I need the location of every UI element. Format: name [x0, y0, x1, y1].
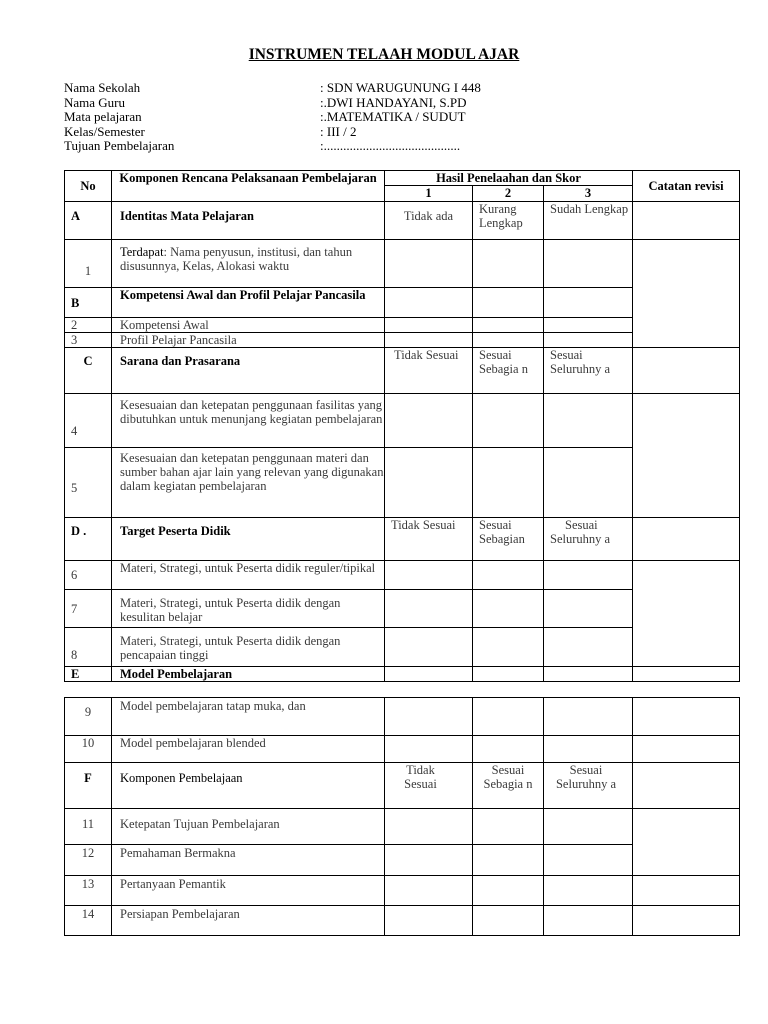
header-score-1: 1 — [385, 186, 473, 202]
revision-cell[interactable] — [633, 240, 740, 348]
section-no: C — [65, 348, 112, 394]
item-no: 5 — [65, 448, 112, 518]
table-row — [65, 394, 740, 448]
score-cell-3[interactable] — [544, 628, 633, 667]
revision-cell[interactable] — [633, 698, 740, 736]
score-option-3: Sesuai Seluruhny a — [544, 348, 633, 394]
item-text: Kesesuaian dan ketepatan penggunaan fasilitas yang dibutuhkan untuk menunjang kegiatan pembelajaran — [112, 394, 385, 448]
score-cell-2[interactable] — [473, 561, 544, 590]
item-text: Materi, Strategi, untuk Peserta didik dengan kesulitan belajar — [112, 590, 385, 628]
score-cell-2[interactable] — [473, 394, 544, 448]
score-cell-1[interactable] — [385, 318, 473, 333]
table-row — [65, 240, 740, 288]
section-no: F — [65, 763, 112, 809]
review-table-page-1 — [64, 170, 740, 682]
revision-cell[interactable] — [633, 348, 740, 394]
score-cell-2[interactable] — [473, 628, 544, 667]
score-cell-3[interactable] — [544, 698, 633, 736]
section-no: A — [65, 202, 112, 240]
score-cell-3[interactable] — [544, 590, 633, 628]
score-cell-2[interactable] — [473, 333, 544, 348]
score-cell-1[interactable] — [385, 394, 473, 448]
score-cell-3[interactable] — [544, 845, 633, 876]
item-text: Profil Pelajar Pancasila — [112, 333, 385, 348]
revision-cell[interactable] — [633, 763, 740, 809]
score-option-1: Tidak ada — [385, 202, 473, 240]
score-cell-2[interactable] — [473, 736, 544, 763]
score-cell-3[interactable] — [544, 448, 633, 518]
score-cell-1[interactable] — [385, 333, 473, 348]
score-cell-1[interactable] — [385, 736, 473, 763]
score-cell-1[interactable] — [385, 628, 473, 667]
score-cell-1[interactable] — [385, 845, 473, 876]
section-title: Identitas Mata Pelajaran — [112, 202, 385, 240]
item-no: 8 — [65, 628, 112, 667]
score-cell-3[interactable] — [544, 906, 633, 936]
item-no: 1 — [65, 240, 112, 288]
score-option-2: Sesuai Sebagia n — [473, 763, 544, 809]
section-title: Kompetensi Awal dan Profil Pelajar Pancasila — [112, 288, 385, 318]
table-row — [65, 561, 740, 590]
info-row-school — [64, 81, 664, 96]
item-prefix: Terdapat — [120, 245, 164, 259]
document-title: INSTRUMEN TELAAH MODUL AJAR — [248, 46, 520, 63]
item-text: Ketepatan Tujuan Pembelajaran — [112, 809, 385, 845]
section-no: B — [65, 288, 112, 318]
item-text: Materi, Strategi, untuk Peserta didik reguler/tipikal — [112, 561, 385, 590]
info-row-teacher — [64, 96, 664, 111]
header-no: No — [65, 171, 112, 202]
revision-cell[interactable] — [633, 906, 740, 936]
score-cell-1[interactable] — [385, 590, 473, 628]
score-cell-2[interactable] — [473, 448, 544, 518]
item-no: 10 — [65, 736, 112, 763]
item-text: Kompetensi Awal — [112, 318, 385, 333]
score-cell-1[interactable] — [385, 876, 473, 906]
score-cell-1[interactable] — [385, 288, 473, 318]
score-option-3: Sesuai Seluruhny a — [544, 763, 633, 809]
table-row — [65, 809, 740, 845]
info-label: Nama Sekolah — [64, 80, 141, 95]
score-option-1: Tidak Sesuai — [385, 763, 473, 809]
info-row-objective — [64, 139, 664, 154]
table-row — [65, 876, 740, 906]
score-cell-1[interactable] — [385, 561, 473, 590]
score-cell-2[interactable] — [473, 876, 544, 906]
score-option-3: Sudah Lengkap — [544, 202, 633, 240]
item-text: Persiapan Pembelajaran — [112, 906, 385, 936]
info-value: : III / 2 — [320, 123, 357, 139]
score-cell-2[interactable] — [473, 698, 544, 736]
section-row-f — [65, 763, 740, 809]
revision-cell[interactable] — [633, 736, 740, 763]
section-title: Sarana dan Prasarana — [112, 348, 385, 394]
info-value: :.DWI HANDAYANI, S.PD — [320, 94, 467, 110]
review-table-page-2 — [64, 697, 740, 936]
score-option-1: Tidak Sesuai — [385, 348, 473, 394]
score-option-2: Kurang Lengkap — [473, 202, 544, 240]
info-row-subject — [64, 110, 664, 125]
score-cell-3[interactable] — [544, 561, 633, 590]
score-cell-3[interactable] — [544, 809, 633, 845]
table-row — [65, 736, 740, 763]
table-row — [65, 698, 740, 736]
item-no: 3 — [65, 333, 112, 348]
header-catatan: Catatan revisi — [633, 171, 740, 202]
item-no: 13 — [65, 876, 112, 906]
section-row-a — [65, 202, 740, 240]
revision-cell[interactable] — [633, 202, 740, 240]
item-no: 7 — [65, 590, 112, 628]
info-row-class — [64, 125, 664, 140]
score-cell-3[interactable] — [544, 394, 633, 448]
score-cell-2[interactable] — [473, 667, 544, 682]
section-row-d — [65, 518, 740, 561]
revision-cell[interactable] — [633, 876, 740, 906]
score-cell-1[interactable] — [385, 667, 473, 682]
item-text — [112, 240, 385, 288]
section-row-c — [65, 348, 740, 394]
info-value: :.MATEMATIKA / SUDUT — [320, 109, 466, 125]
score-cell-3[interactable] — [544, 318, 633, 333]
revision-cell[interactable] — [633, 809, 740, 876]
item-text: Pemahaman Bermakna — [112, 845, 385, 876]
score-cell-3[interactable] — [544, 667, 633, 682]
score-cell-3[interactable] — [544, 876, 633, 906]
header-hasil: Hasil Penelaahan dan Skor — [385, 171, 633, 186]
item-text: Kesesuaian dan ketepatan penggunaan materi dan sumber bahan ajar lain yang relevan yang digunakan dalam kegiatan pembelajaran — [112, 448, 385, 518]
score-cell-3[interactable] — [544, 240, 633, 288]
score-cell-2[interactable] — [473, 845, 544, 876]
section-row-e — [65, 667, 740, 682]
section-title: Komponen Pembelajaan — [112, 763, 385, 809]
score-cell-2[interactable] — [473, 906, 544, 936]
revision-cell[interactable] — [633, 667, 740, 682]
score-option-2: Sesuai Sebagian — [473, 518, 544, 561]
score-cell-1[interactable] — [385, 698, 473, 736]
item-no: 2 — [65, 318, 112, 333]
score-cell-1[interactable] — [385, 906, 473, 936]
section-no: D . — [65, 518, 112, 561]
revision-cell[interactable] — [633, 561, 740, 667]
identity-block — [64, 81, 664, 154]
score-option-2: Sesuai Sebagia n — [473, 348, 544, 394]
section-title: Model Pembelajaran — [112, 667, 385, 682]
item-no: 6 — [65, 561, 112, 590]
score-cell-1[interactable] — [385, 448, 473, 518]
revision-cell[interactable] — [633, 518, 740, 561]
score-cell-3[interactable] — [544, 333, 633, 348]
header-score-3: 3 — [544, 186, 633, 202]
section-no: E — [65, 667, 112, 682]
score-cell-2[interactable] — [473, 240, 544, 288]
item-no: 12 — [65, 845, 112, 876]
score-cell-2[interactable] — [473, 809, 544, 845]
item-no: 14 — [65, 906, 112, 936]
item-text: Materi, Strategi, untuk Peserta didik dengan pencapaian tinggi — [112, 628, 385, 667]
info-label: Tujuan Pembelajaran — [64, 138, 175, 154]
header-komponen: Komponen Rencana Pelaksanaan Pembelajaran — [112, 171, 385, 202]
item-no: 4 — [65, 394, 112, 448]
score-cell-3[interactable] — [544, 288, 633, 318]
score-cell-2[interactable] — [473, 318, 544, 333]
revision-cell[interactable] — [633, 394, 740, 518]
item-text-rest: : Nama penyusun, institusi, dan tahun disusunnya, Kelas, Alokasi waktu — [120, 245, 353, 273]
score-cell-1[interactable] — [385, 809, 473, 845]
info-value: : SDN WARUGUNUNG I 448 — [320, 80, 481, 95]
score-cell-2[interactable] — [473, 590, 544, 628]
score-cell-1[interactable] — [385, 240, 473, 288]
score-cell-3[interactable] — [544, 736, 633, 763]
section-title: Target Peserta Didik — [112, 518, 385, 561]
info-label: Mata pelajaran — [64, 109, 142, 125]
score-cell-2[interactable] — [473, 288, 544, 318]
item-text: Pertanyaan Pemantik — [112, 876, 385, 906]
item-text: Model pembelajaran tatap muka, dan — [112, 698, 385, 736]
item-no: 9 — [65, 698, 112, 736]
score-option-1: Tidak Sesuai — [385, 518, 473, 561]
info-value: :.......................................... — [320, 138, 461, 154]
info-label: Kelas/Semester — [64, 123, 145, 139]
header-score-2: 2 — [473, 186, 544, 202]
score-option-3: Sesuai Seluruhny a — [544, 518, 633, 561]
item-text: Model pembelajaran blended — [112, 736, 385, 763]
table-row — [65, 906, 740, 936]
info-label: Nama Guru — [64, 94, 126, 110]
item-no: 11 — [65, 809, 112, 845]
